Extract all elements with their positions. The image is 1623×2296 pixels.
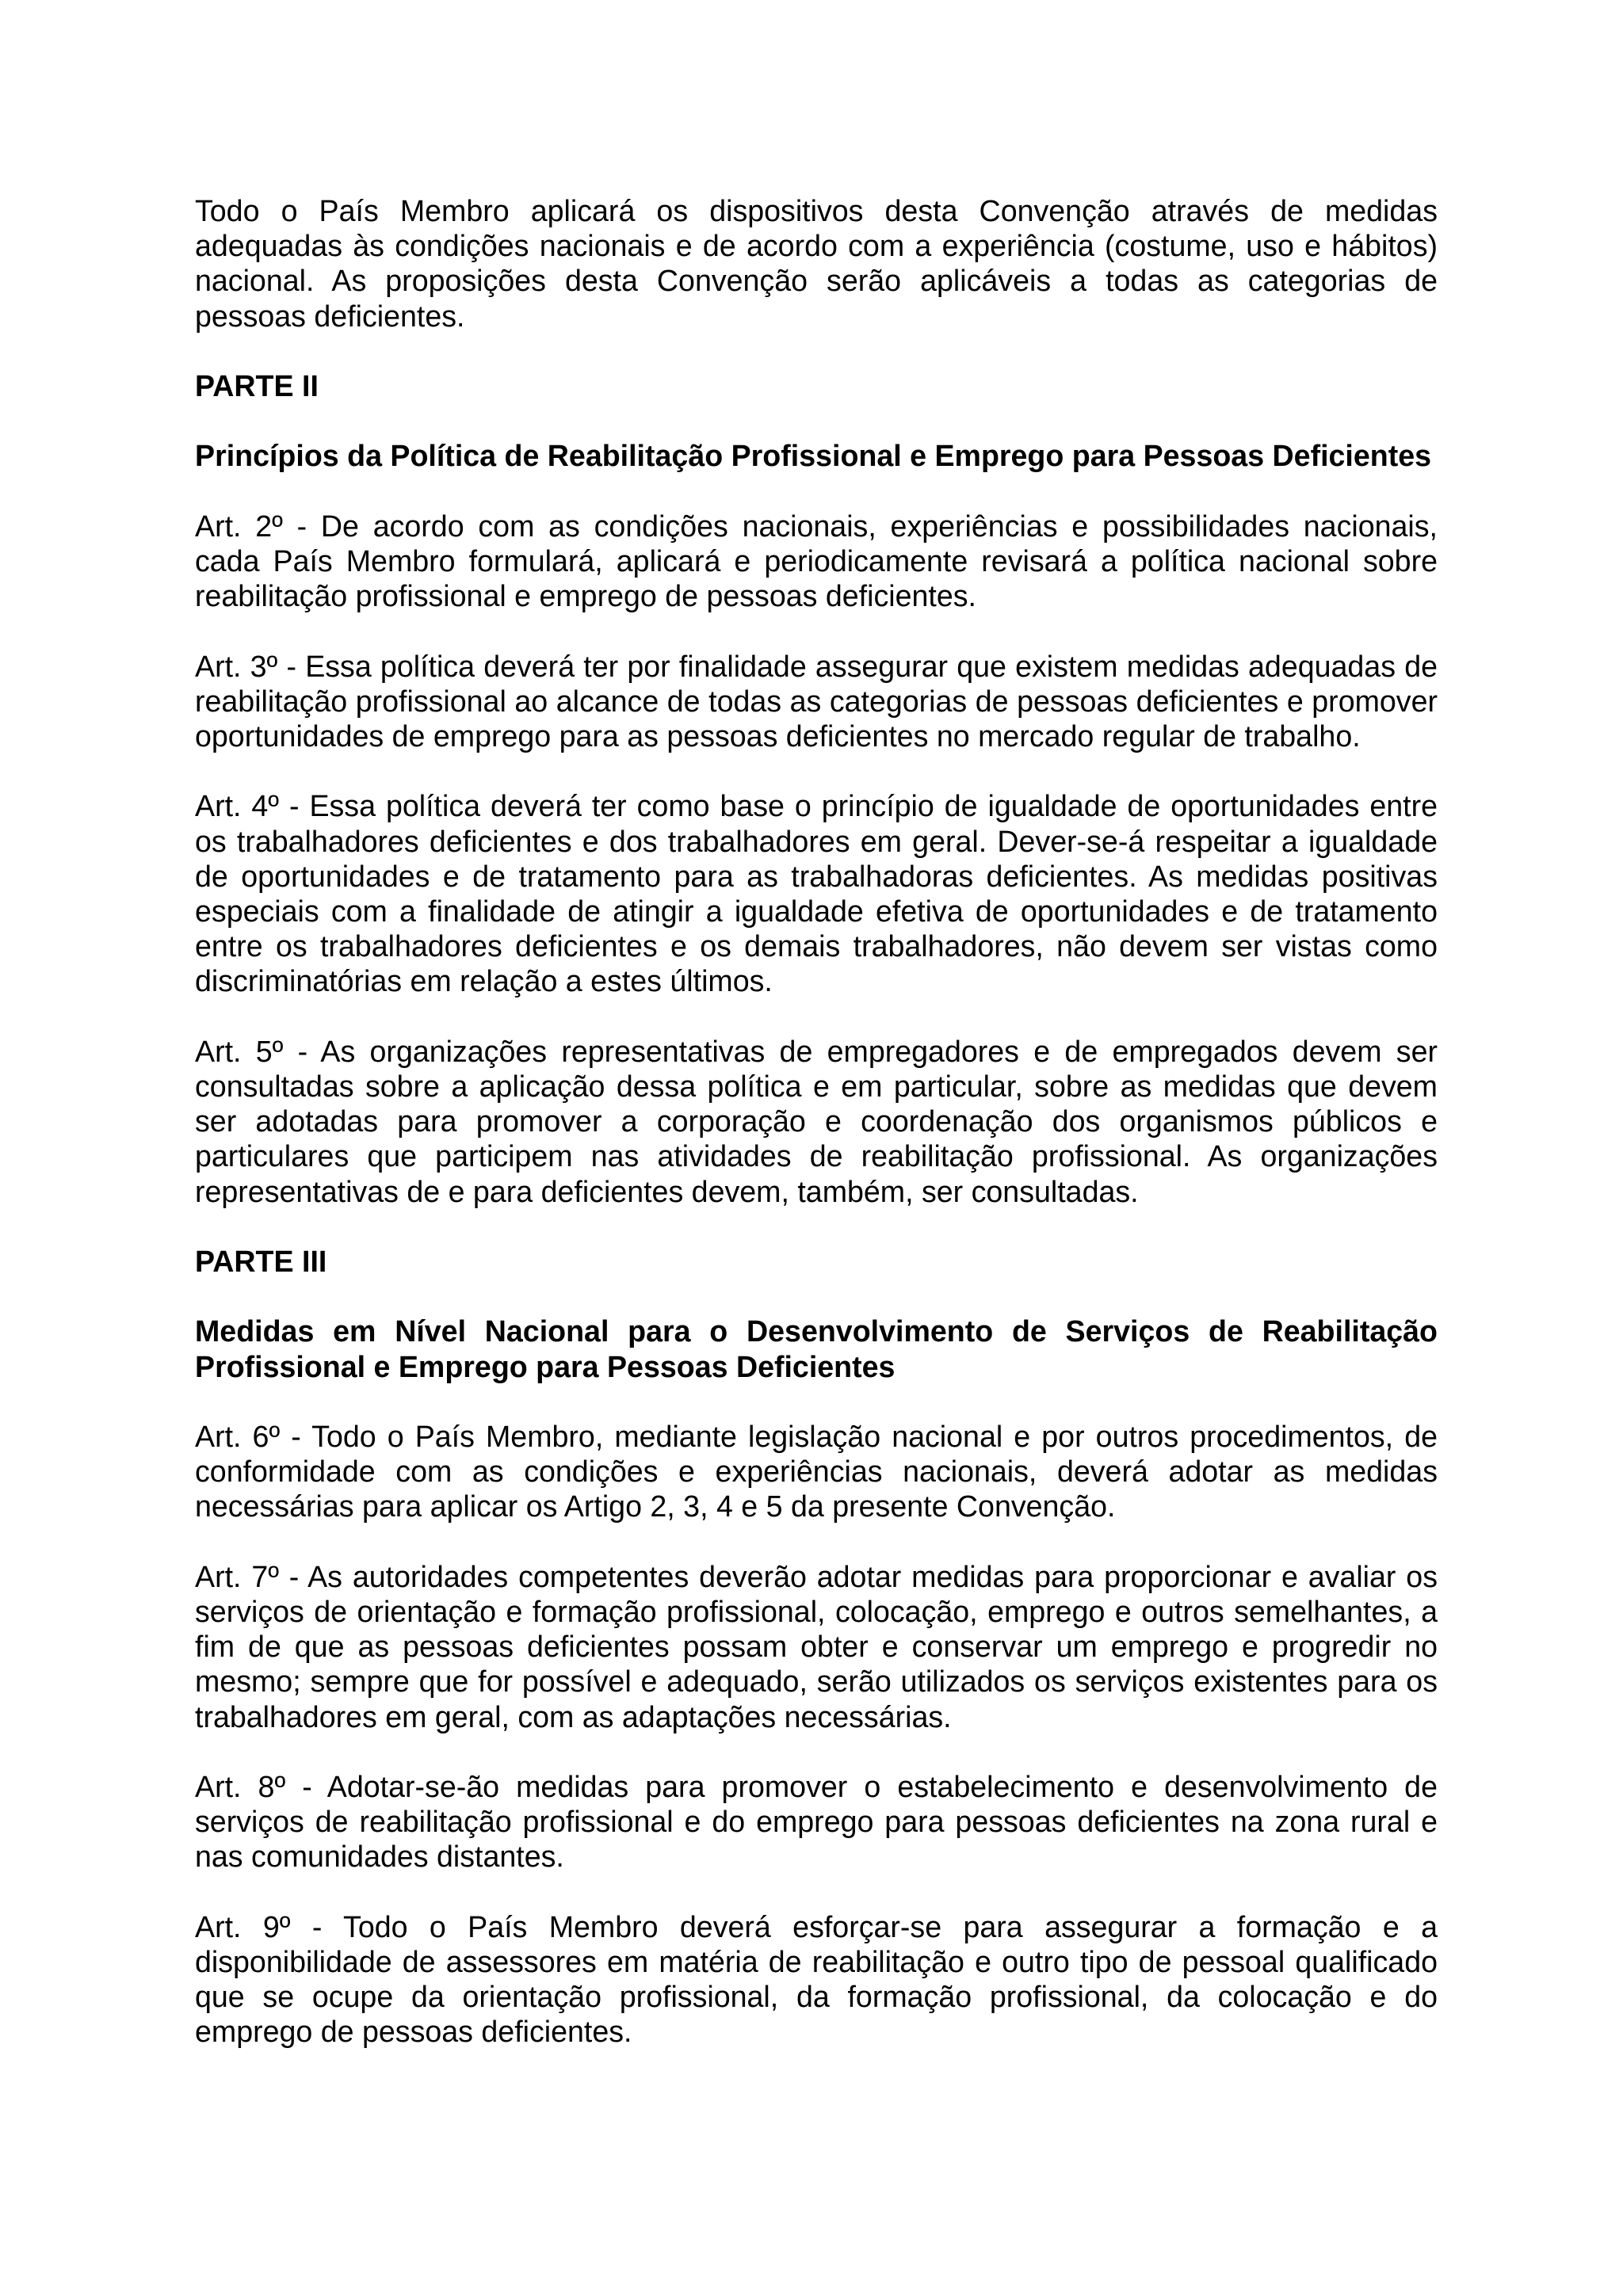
- part-iii-title: Medidas em Nível Nacional para o Desenvolvimento de Serviços de Reabilitação Profissional e Emprego para Pessoas Deficientes: [195, 1314, 1438, 1383]
- article-5: Art. 5º - As organizações representativas de empregadores e de empregados devem ser consultadas sobre a aplicação dessa política e em particular, sobre as medidas que devem ser adotadas para promover a corporação e coordenação dos organismos públicos e particulares que participem nas atividades de reabilitação profissional. As organizações representativas de e para deficientes devem, também, ser consultadas.: [195, 1034, 1438, 1208]
- intro-paragraph: Todo o País Membro aplicará os dispositivos desta Convenção através de medidas adequadas às condições nacionais e de acordo com a experiência (costume, uso e hábitos) nacional. As proposições desta Convenção serão aplicáveis a todas as categorias de pessoas deficientes.: [195, 194, 1438, 333]
- article-9: Art. 9º - Todo o País Membro deverá esforçar-se para assegurar a formação e a disponibilidade de assessores em matéria de reabilitação e outro tipo de pessoal qualificado que se ocupe da orientação profissional, da formação profissional, da colocação e do emprego de pessoas deficientes.: [195, 1909, 1438, 2049]
- part-iii-label: PARTE III: [195, 1244, 327, 1278]
- part-ii-title: Princípios da Política de Reabilitação Profissional e Emprego para Pessoas Deficientes: [195, 439, 1432, 473]
- article-2: Art. 2º - De acordo com as condições nacionais, experiências e possibilidades nacionais, cada País Membro formulará, aplicará e periodicamente revisará a política nacional sobre reabilitação profissional e emprego de pessoas deficientes.: [195, 509, 1438, 613]
- article-8: Art. 8º - Adotar-se-ão medidas para promover o estabelecimento e desenvolvimento de serviços de reabilitação profissional e do emprego para pessoas deficientes na zona rural e nas comunidades distantes.: [195, 1769, 1438, 1874]
- article-3: Art. 3º - Essa política deverá ter por finalidade assegurar que existem medidas adequadas de reabilitação profissional ao alcance de todas as categorias de pessoas deficientes e promover oportunidades de emprego para as pessoas deficientes no mercado regular de trabalho.: [195, 649, 1438, 753]
- document-body: [195, 193, 1438, 2084]
- article-6: Art. 6º - Todo o País Membro, mediante legislação nacional e por outros procedimentos, de conformidade com as condições e experiências nacionais, deverá adotar as medidas necessárias para aplicar os Artigo 2, 3, 4 e 5 da presente Convenção.: [195, 1419, 1438, 1524]
- part-ii-label: PARTE II: [195, 369, 319, 402]
- article-4: Art. 4º - Essa política deverá ter como base o princípio de igualdade de oportunidades entre os trabalhadores deficientes e dos trabalhadores em geral. Dever-se-á respeitar a igualdade de oportunidades e de tratamento para as trabalhadoras deficientes. As medidas positivas especiais com a finalidade de atingir a igualdade efetiva de oportunidades e de tratamento entre os trabalhadores deficientes e os demais trabalhadores, não devem ser vistas como discriminatórias em relação a estes últimos.: [195, 789, 1438, 998]
- article-7: Art. 7º - As autoridades competentes deverão adotar medidas para proporcionar e avaliar os serviços de orientação e formação profissional, colocação, emprego e outros semelhantes, a fim de que as pessoas deficientes possam obter e conservar um emprego e progredir no mesmo; sempre que for possível e adequado, serão utilizados os serviços existentes para os trabalhadores em geral, com as adaptações necessárias.: [195, 1559, 1438, 1733]
